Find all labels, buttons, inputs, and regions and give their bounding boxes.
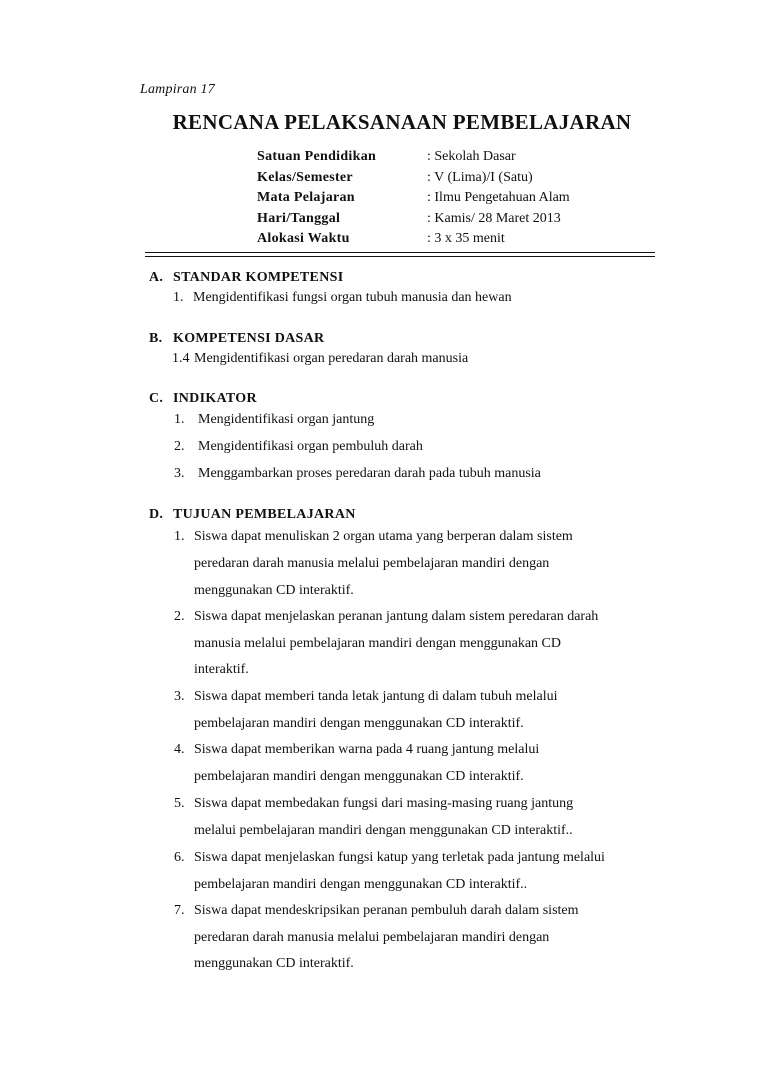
list-item [174, 439, 423, 455]
section-d-heading [149, 507, 356, 523]
info-value: : Ilmu Pengetahuan Alam [427, 190, 570, 205]
info-value: : Kamis/ 28 Maret 2013 [427, 210, 561, 226]
list-item [174, 903, 579, 919]
info-value: : 3 x 35 menit [427, 231, 505, 246]
section-a-heading [149, 270, 343, 286]
item-text-continued: melalui pembelajaran mandiri dengan menggunakan CD interaktif.. [194, 823, 573, 838]
item-text-continued: peredaran darah manusia melalui pembelajaran mandiri dengan [194, 556, 550, 571]
item-number: 3. [174, 466, 185, 481]
list-item [174, 412, 374, 428]
list-item [174, 796, 573, 812]
info-row [257, 147, 570, 168]
divider-rule [145, 256, 655, 257]
section-letter: A. [149, 270, 164, 285]
item-text: Menggambarkan proses peredaran darah pada tubuh manusia [198, 466, 541, 481]
item-number: 2. [174, 439, 185, 454]
section-title: TUJUAN PEMBELAJARAN [173, 507, 356, 522]
list-item [174, 466, 541, 482]
list-item [173, 290, 512, 306]
item-text: Mengidentifikasi fungsi organ tubuh manusia dan hewan [193, 290, 512, 305]
list-item [172, 351, 468, 367]
section-title: INDIKATOR [173, 391, 257, 406]
item-text: Siswa dapat menjelaskan peranan jantung dalam sistem peredaran darah [194, 609, 599, 624]
info-row [257, 168, 570, 189]
item-text: Siswa dapat memberi tanda letak jantung di dalam tubuh melalui [194, 689, 558, 704]
section-b-heading [149, 331, 324, 347]
item-text: Siswa dapat menuliskan 2 organ utama yang berperan dalam sistem [194, 529, 573, 544]
item-text-continued: pembelajaran mandiri dengan menggunakan CD interaktif.. [194, 877, 528, 892]
item-text-continued: menggunakan CD interaktif. [194, 956, 354, 971]
info-label: Alokasi Waktu [257, 231, 350, 246]
item-text-continued: manusia melalui pembelajaran mandiri dengan menggunakan CD [194, 636, 561, 651]
item-text: Mengidentifikasi organ pembuluh darah [198, 439, 423, 454]
item-number: 4. [174, 742, 185, 757]
section-title: KOMPETENSI DASAR [173, 331, 325, 346]
item-number: 1. [174, 412, 185, 427]
item-number: 7. [174, 903, 185, 918]
item-text: Siswa dapat menjelaskan fungsi katup yang terletak pada jantung melalui [194, 850, 605, 865]
info-row [257, 209, 570, 230]
item-number: 2. [174, 609, 185, 624]
item-number: 6. [174, 850, 185, 865]
section-letter: B. [149, 331, 163, 346]
section-c-heading [149, 391, 257, 407]
info-label: Satuan Pendidikan [257, 149, 377, 164]
divider-rule [145, 252, 655, 253]
item-text-continued: interaktif. [194, 662, 249, 677]
item-text: Siswa dapat mendeskripsikan peranan pembuluh darah dalam sistem [194, 903, 579, 918]
item-text-continued: pembelajaran mandiri dengan menggunakan CD interaktif. [194, 769, 524, 784]
document-title: RENCANA PELAKSANAAN PEMBELAJARAN [172, 110, 632, 134]
info-label: Mata Pelajaran [257, 190, 355, 205]
item-number: 3. [174, 689, 185, 704]
list-item [174, 742, 539, 758]
info-label: Hari/Tanggal [257, 210, 341, 226]
item-text-continued: menggunakan CD interaktif. [194, 583, 354, 598]
item-number: 5. [174, 796, 185, 811]
list-item [174, 689, 558, 705]
section-title: STANDAR KOMPETENSI [173, 270, 344, 285]
section-letter: C. [149, 391, 164, 406]
appendix-label: Lampiran 17 [140, 82, 215, 97]
item-number: 1. [173, 290, 184, 305]
list-item [174, 529, 573, 545]
item-number: 1. [174, 529, 185, 544]
item-text: Mengidentifikasi organ jantung [198, 412, 375, 427]
info-row [257, 188, 570, 209]
info-block [257, 147, 570, 250]
item-text: Mengidentifikasi organ peredaran darah manusia [194, 351, 469, 366]
item-number: 1.4 [172, 351, 190, 366]
item-text: Siswa dapat memberikan warna pada 4 ruang jantung melalui [194, 742, 540, 757]
section-letter: D. [149, 507, 164, 522]
info-value: : Sekolah Dasar [427, 149, 516, 164]
item-text: Siswa dapat membedakan fungsi dari masing-masing ruang jantung [194, 796, 574, 811]
info-label: Kelas/Semester [257, 169, 353, 185]
info-row [257, 229, 570, 250]
info-value: : V (Lima)/I (Satu) [427, 169, 533, 185]
item-text-continued: peredaran darah manusia melalui pembelajaran mandiri dengan [194, 930, 550, 945]
item-text-continued: pembelajaran mandiri dengan menggunakan CD interaktif. [194, 716, 524, 731]
list-item [174, 609, 598, 625]
list-item [174, 850, 605, 866]
